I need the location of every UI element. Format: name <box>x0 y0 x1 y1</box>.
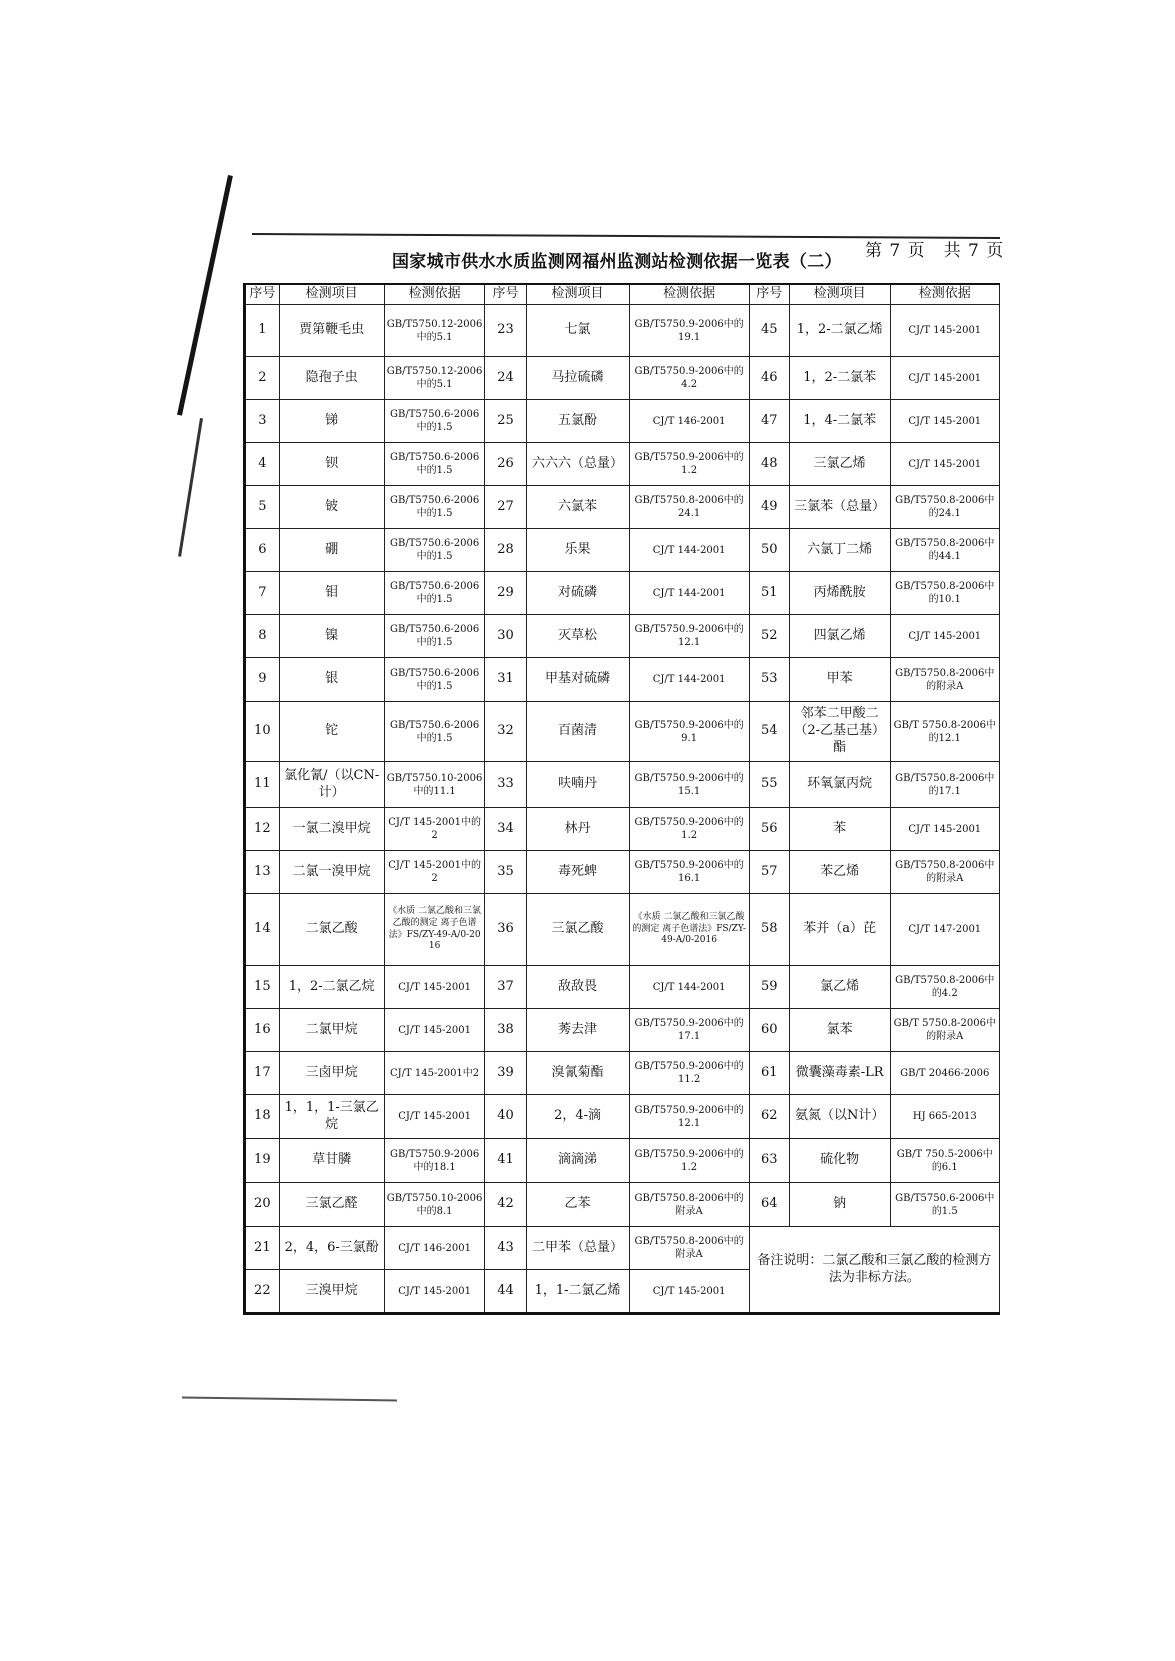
item-basis: GB/T5750.6-2006中的1.5 <box>384 658 485 702</box>
item-name: 四氯乙烯 <box>789 615 890 658</box>
item-name: 1，1，1-三氯乙烷 <box>279 1095 384 1139</box>
item-number: 55 <box>749 762 789 808</box>
header-basis: 检测依据 <box>629 284 749 305</box>
item-name: 三氯苯（总量） <box>789 486 890 529</box>
item-name: 三氯乙烯 <box>789 443 890 486</box>
item-name: 马拉硫磷 <box>526 357 629 400</box>
item-number: 52 <box>749 615 789 658</box>
item-number: 9 <box>245 658 280 702</box>
item-name: 二氯甲烷 <box>279 1009 384 1052</box>
item-basis: GB/T5750.10-2006中的11.1 <box>384 762 485 808</box>
item-number: 33 <box>485 762 526 808</box>
table-row <box>245 894 1000 966</box>
table-row <box>245 1052 1000 1095</box>
item-name: 氯苯 <box>789 1009 890 1052</box>
item-name: 1，1-二氯乙烯 <box>526 1270 629 1314</box>
table-row <box>245 615 1000 658</box>
item-name: 钡 <box>279 443 384 486</box>
item-basis: GB/T5750.8-2006中的附录A <box>629 1227 749 1270</box>
item-number: 10 <box>245 702 280 762</box>
item-basis: GB/T5750.9-2006中的9.1 <box>629 702 749 762</box>
item-number: 56 <box>749 808 789 851</box>
item-number: 44 <box>485 1270 526 1314</box>
item-basis: CJ/T 145-2001 <box>629 1270 749 1314</box>
item-number: 15 <box>245 966 280 1009</box>
item-name: 2，4-滴 <box>526 1095 629 1139</box>
item-number: 34 <box>485 808 526 851</box>
remarks-note: 备注说明：二氯乙酸和三氯乙酸的检测方法为非标方法。 <box>749 1227 999 1314</box>
item-number: 38 <box>485 1009 526 1052</box>
header-basis: 检测依据 <box>384 284 485 305</box>
item-number: 2 <box>245 357 280 400</box>
item-number: 18 <box>245 1095 280 1139</box>
item-basis: GB/T5750.8-2006中的附录A <box>890 851 999 894</box>
item-basis: GB/T5750.8-2006中的17.1 <box>890 762 999 808</box>
table-row <box>245 702 1000 762</box>
item-basis: HJ 665-2013 <box>890 1095 999 1139</box>
item-number: 46 <box>749 357 789 400</box>
item-basis: CJ/T 145-2001 <box>890 615 999 658</box>
item-number: 13 <box>245 851 280 894</box>
item-number: 58 <box>749 894 789 966</box>
item-basis: GB/T5750.9-2006中的18.1 <box>384 1139 485 1183</box>
item-basis: GB/T5750.8-2006中的44.1 <box>890 529 999 572</box>
item-basis: 《水质 二氯乙酸和三氯乙酸的测定 离子色谱法》FS/ZY-49-A/0-2016 <box>629 894 749 966</box>
item-basis: GB/T5750.9-2006中的4.2 <box>629 357 749 400</box>
item-name: 乙苯 <box>526 1183 629 1227</box>
item-number: 37 <box>485 966 526 1009</box>
item-number: 7 <box>245 572 280 615</box>
item-name: 1，2-二氯苯 <box>789 357 890 400</box>
item-basis: GB/T5750.8-2006中的24.1 <box>629 486 749 529</box>
item-basis: GB/T5750.8-2006中的附录A <box>629 1183 749 1227</box>
item-name: 六氯丁二烯 <box>789 529 890 572</box>
item-basis: GB/T5750.8-2006中的10.1 <box>890 572 999 615</box>
item-name: 铊 <box>279 702 384 762</box>
item-number: 45 <box>749 305 789 357</box>
item-name: 苯 <box>789 808 890 851</box>
item-name: 二氯乙酸 <box>279 894 384 966</box>
scan-edge-mark-lower <box>178 418 203 557</box>
item-name: 七氯 <box>526 305 629 357</box>
item-number: 59 <box>749 966 789 1009</box>
item-number: 6 <box>245 529 280 572</box>
item-number: 40 <box>485 1095 526 1139</box>
item-basis: CJ/T 146-2001 <box>629 400 749 443</box>
item-basis: CJ/T 145-2001 <box>890 443 999 486</box>
inspection-basis-table <box>243 283 1000 1315</box>
item-number: 25 <box>485 400 526 443</box>
document-title: 国家城市供水水质监测网福州监测站检测依据一览表（二） <box>392 252 842 272</box>
item-name: 苯乙烯 <box>789 851 890 894</box>
item-number: 51 <box>749 572 789 615</box>
item-number: 47 <box>749 400 789 443</box>
item-basis: GB/T5750.6-2006中的1.5 <box>890 1183 999 1227</box>
item-number: 28 <box>485 529 526 572</box>
item-number: 4 <box>245 443 280 486</box>
item-basis: GB/T5750.9-2006中的1.2 <box>629 1139 749 1183</box>
item-name: 邻苯二甲酸二（2-乙基己基）酯 <box>789 702 890 762</box>
item-name: 三氯乙醛 <box>279 1183 384 1227</box>
item-name: 五氯酚 <box>526 400 629 443</box>
item-number: 16 <box>245 1009 280 1052</box>
item-name: 银 <box>279 658 384 702</box>
item-basis: GB/T5750.9-2006中的12.1 <box>629 1095 749 1139</box>
item-basis: CJ/T 145-2001中的2 <box>384 808 485 851</box>
item-basis: CJ/T 144-2001 <box>629 966 749 1009</box>
item-name: 硼 <box>279 529 384 572</box>
item-name: 溴氰菊酯 <box>526 1052 629 1095</box>
item-basis: GB/T5750.9-2006中的11.2 <box>629 1052 749 1095</box>
item-basis: GB/T5750.9-2006中的1.2 <box>629 443 749 486</box>
item-basis: CJ/T 144-2001 <box>629 572 749 615</box>
item-basis: CJ/T 145-2001中的2 <box>384 851 485 894</box>
item-basis: GB/T 5750.8-2006中的12.1 <box>890 702 999 762</box>
item-number: 54 <box>749 702 789 762</box>
item-basis: GB/T5750.12-2006中的5.1 <box>384 305 485 357</box>
table-header-row <box>245 284 1000 305</box>
item-name: 六氯苯 <box>526 486 629 529</box>
item-basis: GB/T5750.6-2006中的1.5 <box>384 400 485 443</box>
item-name: 百菌清 <box>526 702 629 762</box>
header-no: 序号 <box>245 284 280 305</box>
item-basis: CJ/T 145-2001 <box>384 1009 485 1052</box>
table-row <box>245 851 1000 894</box>
table-row <box>245 305 1000 357</box>
item-number: 62 <box>749 1095 789 1139</box>
item-basis: CJ/T 145-2001 <box>890 808 999 851</box>
item-number: 21 <box>245 1227 280 1270</box>
item-basis: GB/T 750.5-2006中的6.1 <box>890 1139 999 1183</box>
item-number: 1 <box>245 305 280 357</box>
header-no: 序号 <box>749 284 789 305</box>
item-name: 乐果 <box>526 529 629 572</box>
item-name: 氯乙烯 <box>789 966 890 1009</box>
table-row <box>245 1095 1000 1139</box>
header-item: 检测项目 <box>789 284 890 305</box>
item-name: 呋喃丹 <box>526 762 629 808</box>
item-number: 27 <box>485 486 526 529</box>
item-basis: GB/T5750.6-2006中的1.5 <box>384 529 485 572</box>
item-number: 64 <box>749 1183 789 1227</box>
item-name: 三溴甲烷 <box>279 1270 384 1314</box>
item-basis: GB/T5750.9-2006中的19.1 <box>629 305 749 357</box>
item-basis: CJ/T 144-2001 <box>629 658 749 702</box>
item-number: 22 <box>245 1270 280 1314</box>
table-row <box>245 808 1000 851</box>
table-row <box>245 400 1000 443</box>
item-name: 镍 <box>279 615 384 658</box>
table-row <box>245 486 1000 529</box>
item-number: 26 <box>485 443 526 486</box>
item-name: 铍 <box>279 486 384 529</box>
item-basis: CJ/T 145-2001 <box>890 305 999 357</box>
item-name: 莠去津 <box>526 1009 629 1052</box>
item-basis: GB/T5750.10-2006中的8.1 <box>384 1183 485 1227</box>
item-name: 氨氮（以N计） <box>789 1095 890 1139</box>
item-number: 61 <box>749 1052 789 1095</box>
item-number: 31 <box>485 658 526 702</box>
item-number: 12 <box>245 808 280 851</box>
item-name: 微囊藻毒素-LR <box>789 1052 890 1095</box>
item-basis: GB/T5750.9-2006中的12.1 <box>629 615 749 658</box>
item-number: 8 <box>245 615 280 658</box>
item-number: 50 <box>749 529 789 572</box>
item-basis: GB/T5750.9-2006中的1.2 <box>629 808 749 851</box>
scan-streak <box>182 1396 397 1401</box>
item-basis: GB/T5750.6-2006中的1.5 <box>384 486 485 529</box>
item-name: 三卤甲烷 <box>279 1052 384 1095</box>
item-name: 滴滴涕 <box>526 1139 629 1183</box>
item-name: 硫化物 <box>789 1139 890 1183</box>
table-row <box>245 572 1000 615</box>
item-basis: GB/T5750.9-2006中的16.1 <box>629 851 749 894</box>
item-basis: GB/T5750.6-2006中的1.5 <box>384 615 485 658</box>
item-name: 隐孢子虫 <box>279 357 384 400</box>
item-number: 35 <box>485 851 526 894</box>
item-number: 57 <box>749 851 789 894</box>
item-name: 贾第鞭毛虫 <box>279 305 384 357</box>
item-basis: GB/T5750.6-2006中的1.5 <box>384 443 485 486</box>
item-basis: GB/T5750.12-2006中的5.1 <box>384 357 485 400</box>
item-name: 钠 <box>789 1183 890 1227</box>
item-number: 19 <box>245 1139 280 1183</box>
item-number: 30 <box>485 615 526 658</box>
table-row <box>245 658 1000 702</box>
item-number: 43 <box>485 1227 526 1270</box>
item-basis: GB/T5750.6-2006中的1.5 <box>384 702 485 762</box>
page-number: 第 7 页 共 7 页 <box>865 241 1005 261</box>
item-name: 二甲苯（总量） <box>526 1227 629 1270</box>
item-name: 灭草松 <box>526 615 629 658</box>
item-name: 六六六（总量） <box>526 443 629 486</box>
header-basis: 检测依据 <box>890 284 999 305</box>
item-number: 17 <box>245 1052 280 1095</box>
table-body <box>245 305 1000 1314</box>
table-row <box>245 966 1000 1009</box>
item-name: 钼 <box>279 572 384 615</box>
item-basis: 《水质 二氯乙酸和三氯乙酸的测定 离子色谱法》FS/ZY-49-A/0-2016 <box>384 894 485 966</box>
item-number: 36 <box>485 894 526 966</box>
table-row <box>245 1183 1000 1227</box>
item-number: 39 <box>485 1052 526 1095</box>
item-number: 63 <box>749 1139 789 1183</box>
item-number: 11 <box>245 762 280 808</box>
item-basis: CJ/T 145-2001 <box>384 1095 485 1139</box>
table-row <box>245 1227 1000 1270</box>
header-item: 检测项目 <box>526 284 629 305</box>
item-basis: CJ/T 147-2001 <box>890 894 999 966</box>
item-number: 23 <box>485 305 526 357</box>
item-basis: GB/T5750.8-2006中的4.2 <box>890 966 999 1009</box>
item-name: 二氯一溴甲烷 <box>279 851 384 894</box>
item-number: 24 <box>485 357 526 400</box>
item-name: 环氧氯丙烷 <box>789 762 890 808</box>
item-name: 敌敌畏 <box>526 966 629 1009</box>
item-number: 32 <box>485 702 526 762</box>
item-name: 一氯二溴甲烷 <box>279 808 384 851</box>
item-number: 41 <box>485 1139 526 1183</box>
item-name: 林丹 <box>526 808 629 851</box>
item-name: 甲基对硫磷 <box>526 658 629 702</box>
item-name: 草甘膦 <box>279 1139 384 1183</box>
item-number: 42 <box>485 1183 526 1227</box>
item-name: 对硫磷 <box>526 572 629 615</box>
header-no: 序号 <box>485 284 526 305</box>
item-basis: CJ/T 145-2001 <box>384 966 485 1009</box>
item-number: 14 <box>245 894 280 966</box>
table-row <box>245 529 1000 572</box>
item-number: 29 <box>485 572 526 615</box>
item-basis: GB/T5750.8-2006中的24.1 <box>890 486 999 529</box>
item-name: 甲苯 <box>789 658 890 702</box>
table-row <box>245 1139 1000 1183</box>
item-basis: GB/T5750.8-2006中的附录A <box>890 658 999 702</box>
item-basis: CJ/T 145-2001 <box>890 400 999 443</box>
item-name: 氯化氰/（以CN-计） <box>279 762 384 808</box>
item-number: 49 <box>749 486 789 529</box>
item-name: 2，4，6-三氯酚 <box>279 1227 384 1270</box>
item-basis: CJ/T 145-2001 <box>384 1270 485 1314</box>
item-number: 5 <box>245 486 280 529</box>
item-number: 3 <box>245 400 280 443</box>
item-basis: GB/T 5750.8-2006中的附录A <box>890 1009 999 1052</box>
item-name: 1，4-二氯苯 <box>789 400 890 443</box>
item-number: 48 <box>749 443 789 486</box>
item-name: 苯并（a）芘 <box>789 894 890 966</box>
item-basis: CJ/T 145-2001中2 <box>384 1052 485 1095</box>
item-name: 1，2-二氯乙烷 <box>279 966 384 1009</box>
item-basis: GB/T5750.9-2006中的15.1 <box>629 762 749 808</box>
item-name: 丙烯酰胺 <box>789 572 890 615</box>
item-name: 毒死蜱 <box>526 851 629 894</box>
item-basis: GB/T5750.9-2006中的17.1 <box>629 1009 749 1052</box>
table-row <box>245 443 1000 486</box>
table-row <box>245 762 1000 808</box>
item-name: 锑 <box>279 400 384 443</box>
item-basis: GB/T5750.6-2006中的1.5 <box>384 572 485 615</box>
item-basis: CJ/T 145-2001 <box>890 357 999 400</box>
item-name: 1，2-二氯乙烯 <box>789 305 890 357</box>
table-row <box>245 357 1000 400</box>
item-basis: CJ/T 144-2001 <box>629 529 749 572</box>
item-number: 20 <box>245 1183 280 1227</box>
item-basis: GB/T 20466-2006 <box>890 1052 999 1095</box>
item-number: 60 <box>749 1009 789 1052</box>
item-name: 三氯乙酸 <box>526 894 629 966</box>
header-item: 检测项目 <box>279 284 384 305</box>
scan-edge-mark <box>177 175 233 416</box>
item-basis: CJ/T 146-2001 <box>384 1227 485 1270</box>
item-number: 53 <box>749 658 789 702</box>
table-row <box>245 1009 1000 1052</box>
